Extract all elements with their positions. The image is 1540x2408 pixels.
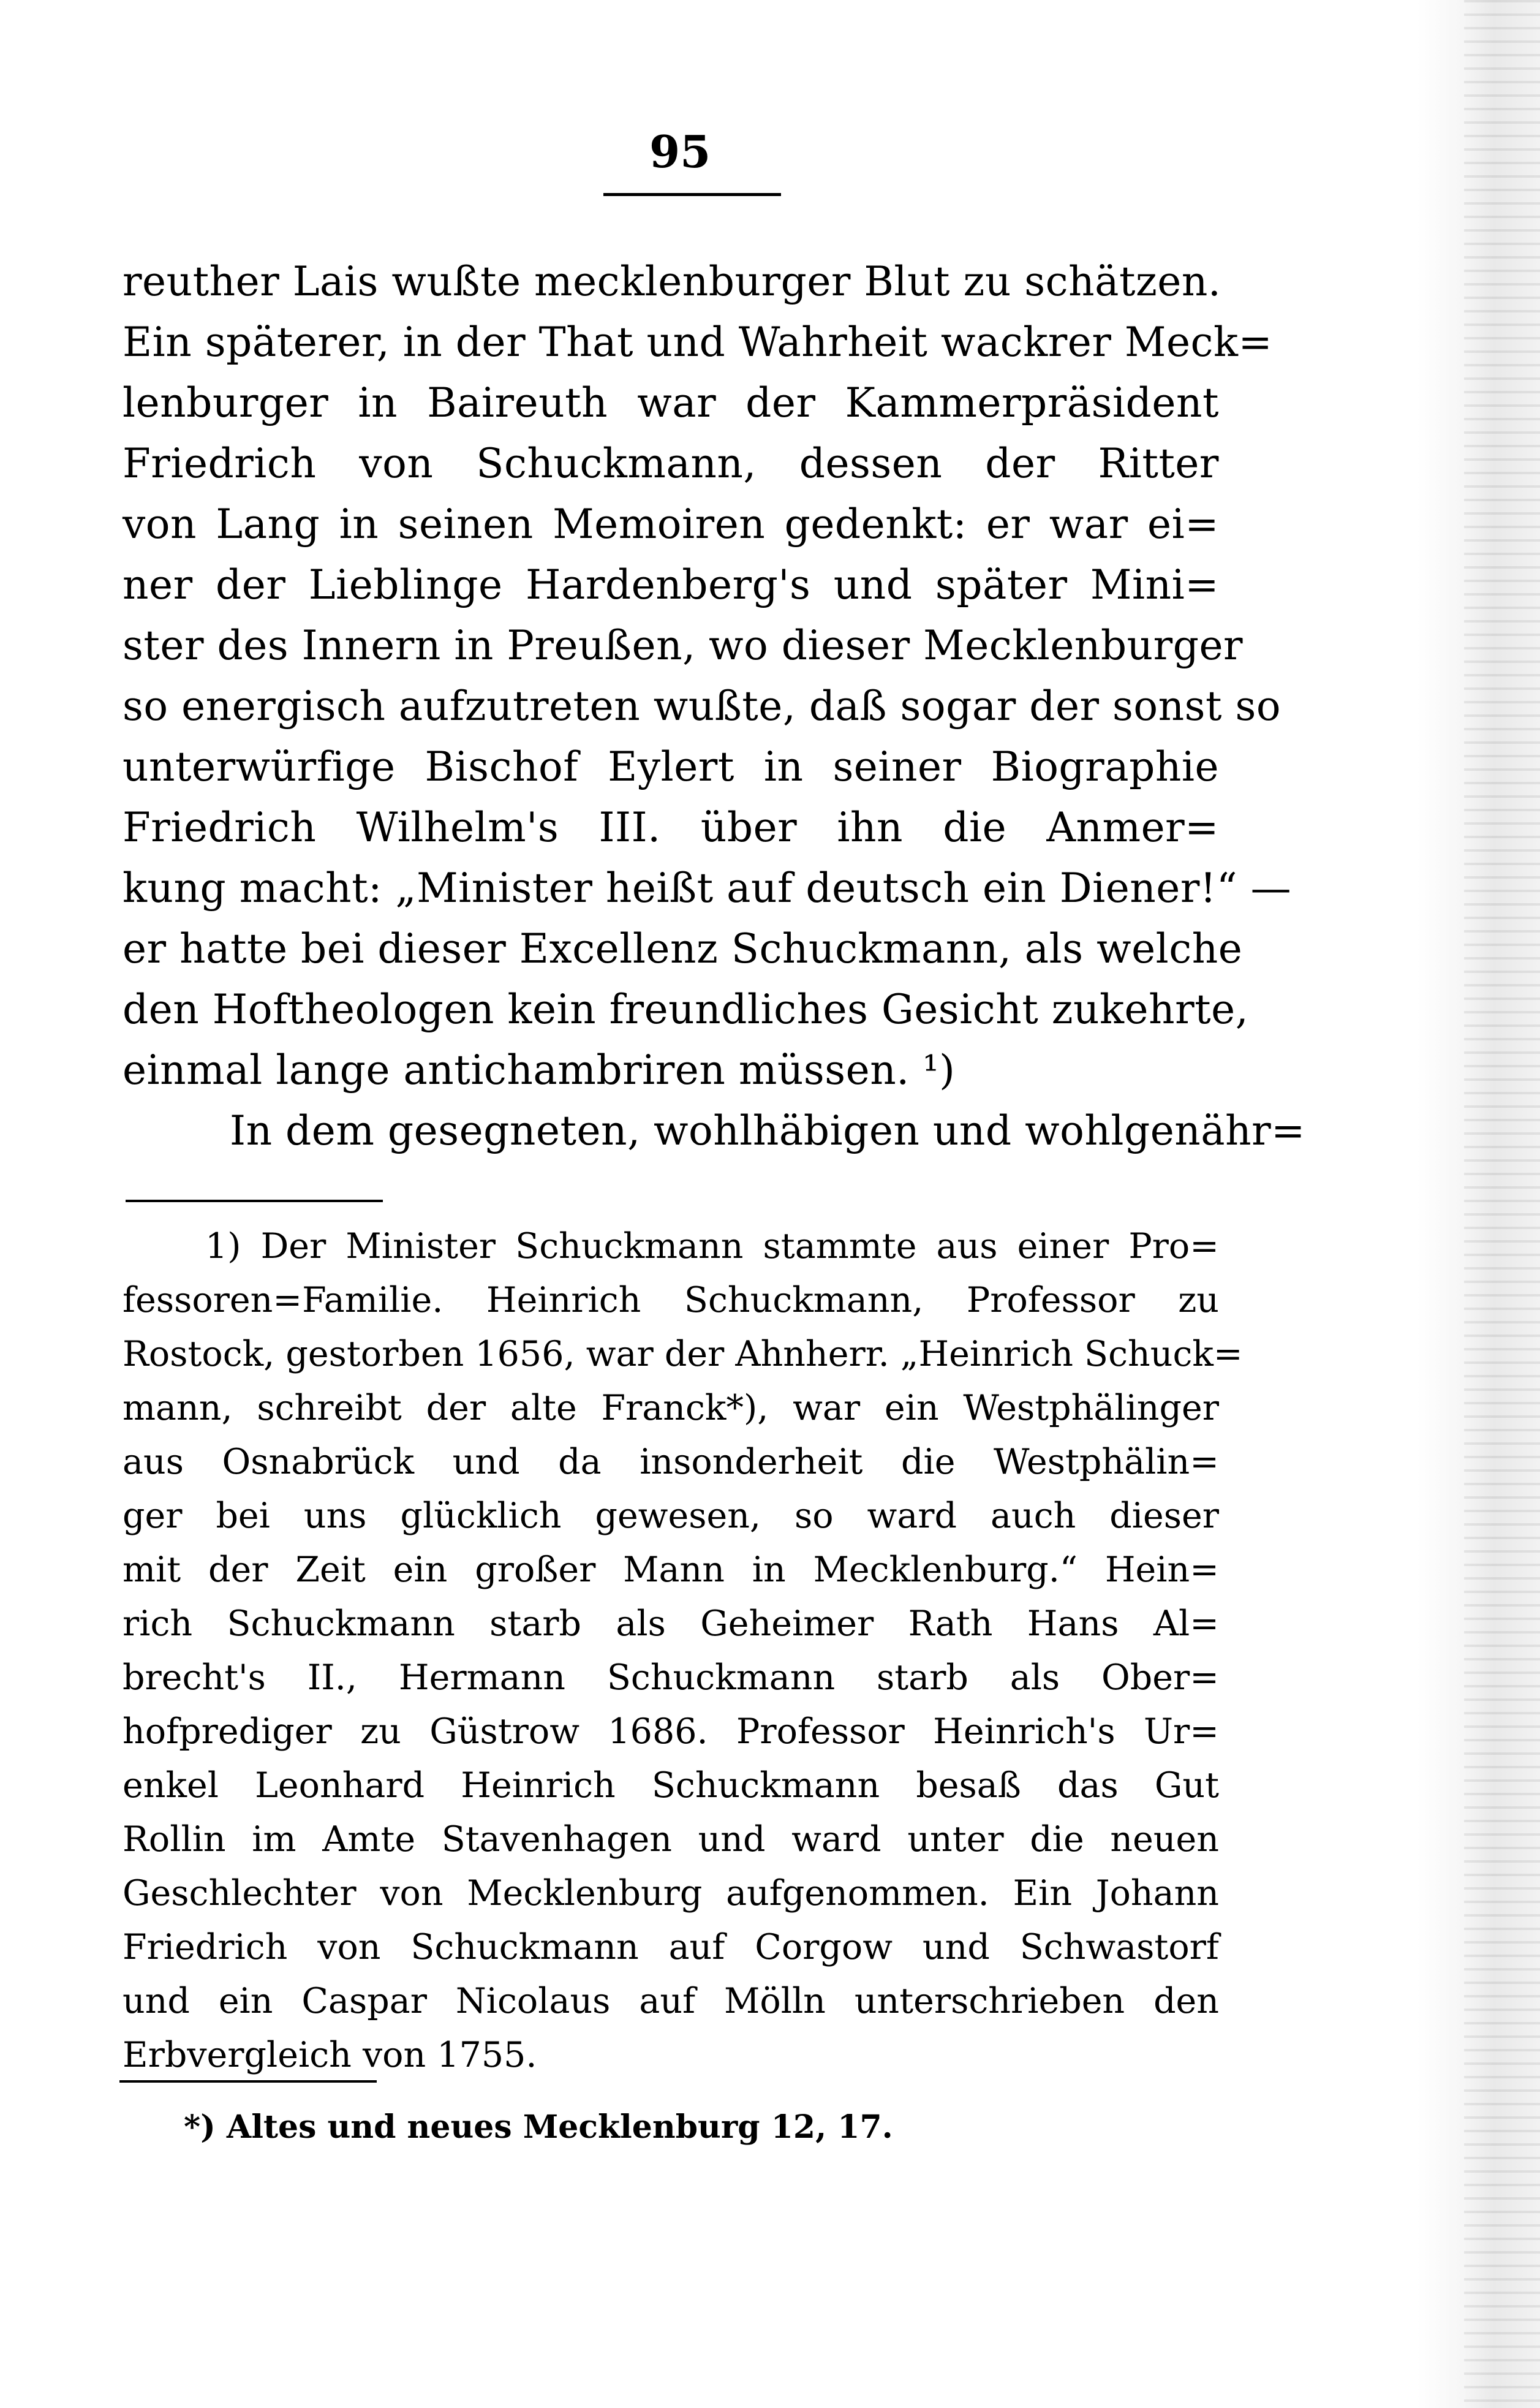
text-line: Friedrich Wilhelm's III. über ihn die Anmer= bbox=[123, 804, 1219, 851]
text-line: er hatte bei dieser Excellenz Schuckmann, als welche bbox=[123, 925, 1243, 972]
footnote-line: Rostock, gestorben 1656, war der Ahnherr. „Heinrich Schuck= bbox=[123, 1334, 1243, 1374]
text-line: von Lang in seinen Memoiren gedenkt: er war ei= bbox=[123, 501, 1219, 548]
footnote-line: hofprediger zu Güstrow 1686. Professor Heinrich's Ur= bbox=[123, 1711, 1219, 1752]
text-line: einmal lange antichambriren müssen. ¹) bbox=[123, 1047, 956, 1094]
page-edge-shadow bbox=[1464, 0, 1540, 2408]
footnote-line: Geschlechter von Mecklenburg aufgenommen. Ein Johann bbox=[123, 1873, 1219, 1914]
footnote-line: Rollin im Amte Stavenhagen und ward unter die neuen bbox=[123, 1819, 1219, 1860]
text-line: In dem gesegneten, wohlhäbigen und wohlgenähr= bbox=[230, 1107, 1305, 1154]
footnote bbox=[123, 1219, 1243, 2082]
footnote-line: brecht's II., Hermann Schuckmann starb als Ober= bbox=[123, 1657, 1219, 1698]
footnote-line: mit der Zeit ein großer Mann in Mecklenburg.“ Hein= bbox=[123, 1550, 1219, 1590]
footnote-line: 1) Der Minister Schuckmann stammte aus einer Pro= bbox=[205, 1226, 1219, 1266]
text-line: den Hoftheologen kein freundliches Gesicht zukehrte, bbox=[123, 986, 1249, 1033]
page-number-rule bbox=[603, 193, 781, 196]
footnote-line: fessoren=Familie. Heinrich Schuckmann, Professor zu bbox=[123, 1280, 1219, 1320]
footnote-line: ger bei uns glücklich gewesen, so ward auch dieser bbox=[123, 1496, 1219, 1536]
text-line: lenburger in Baireuth war der Kammerpräsident bbox=[123, 379, 1219, 426]
footnote-rule bbox=[126, 1200, 383, 1202]
text-line: so energisch aufzutreten wußte, daß sogar der sonst so bbox=[123, 683, 1281, 730]
main-text bbox=[123, 251, 1305, 1161]
text-line: ster des Innern in Preußen, wo dieser Mecklenburger bbox=[123, 622, 1244, 669]
footnote-line: enkel Leonhard Heinrich Schuckmann besaß das Gut bbox=[123, 1765, 1219, 1806]
footnote-line: aus Osnabrück und da insonderheit die Westphälin= bbox=[123, 1442, 1219, 1482]
text-line: Ein späterer, in der That und Wahrheit wackrer Meck= bbox=[123, 319, 1273, 366]
footnote-line: Friedrich von Schuckmann auf Corgow und Schwastorf bbox=[123, 1927, 1219, 1967]
text-line: Friedrich von Schuckmann, dessen der Ritter bbox=[123, 440, 1219, 487]
subnote-rule bbox=[119, 2080, 377, 2083]
footnote-line: mann, schreibt der alte Franck*), war ein Westphälinger bbox=[123, 1388, 1219, 1428]
page-number: 95 bbox=[649, 126, 711, 178]
text-line: reuther Lais wußte mecklenburger Blut zu schätzen. bbox=[123, 258, 1221, 305]
subnote: *) Altes und neues Mecklenburg 12, 17. bbox=[184, 2108, 893, 2146]
text-line: unterwürfige Bischof Eylert in seiner Biographie bbox=[123, 743, 1219, 790]
footnote-line: rich Schuckmann starb als Geheimer Rath Hans Al= bbox=[123, 1603, 1219, 1644]
text-line: ner der Lieblinge Hardenberg's und später Mini= bbox=[123, 561, 1219, 608]
footnote-line: und ein Caspar Nicolaus auf Mölln unterschrieben den bbox=[123, 1981, 1219, 2021]
footnote-line: Erbvergleich von 1755. bbox=[123, 2035, 537, 2075]
text-line: kung macht: „Minister heißt auf deutsch ein Diener!“ — bbox=[123, 865, 1292, 912]
